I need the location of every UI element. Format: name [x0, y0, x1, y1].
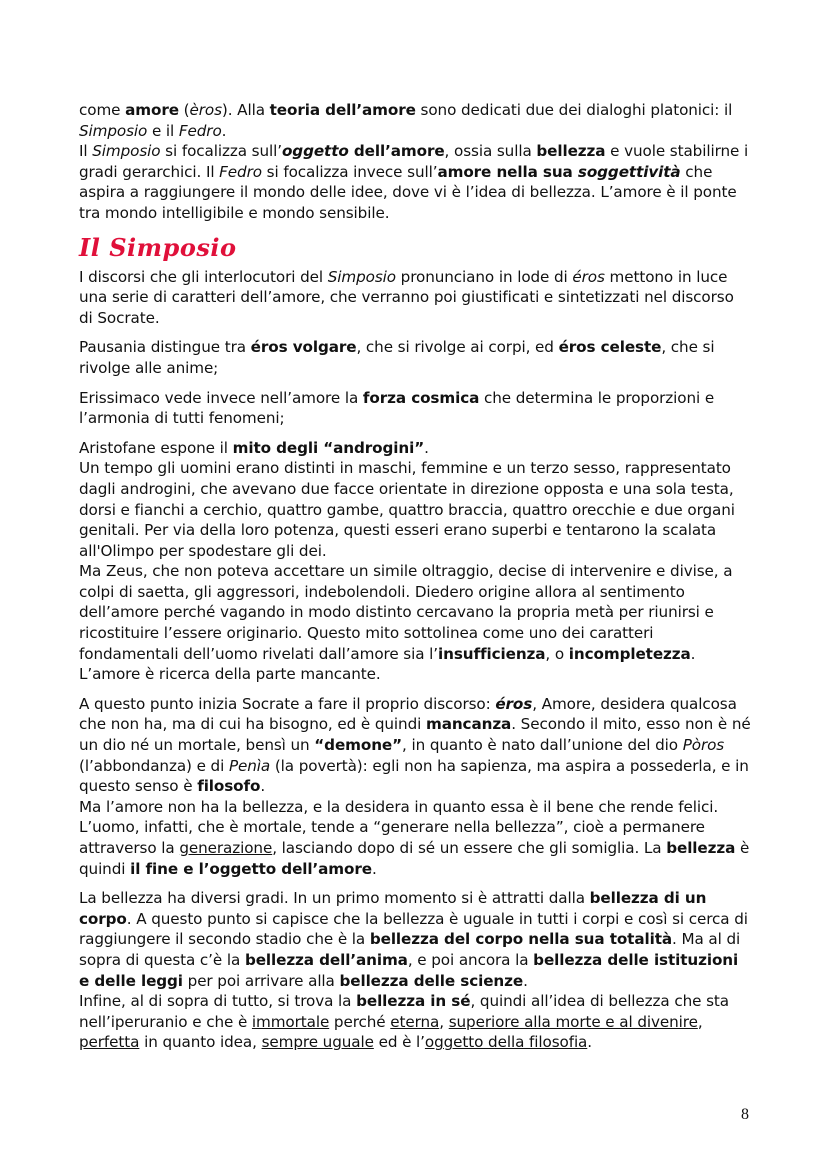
text-run: Simposio	[79, 121, 148, 140]
text-run: generazione	[179, 839, 273, 857]
text-run: . Ma al di sopra di questa c’è la	[79, 930, 741, 969]
text-run: bellezza delle istituzioni e delle leggi	[79, 950, 739, 990]
text-run: sempre uguale	[261, 1033, 374, 1052]
text-run: dell’amore	[348, 142, 445, 161]
text-run: , o	[545, 644, 569, 663]
text-run: e vuole stabilirne i gradi gerarchici. Il	[79, 142, 749, 181]
text-run: bellezza in sé	[356, 992, 471, 1011]
text-run: éros	[495, 694, 533, 713]
text-run: oggetto	[281, 142, 349, 161]
text-run: Ma Zeus, che non poteva accettare un simile oltraggio, decise di intervenire e divise, a colpi di saetta, gli aggressori, indebolendoli. Diedero origine allora al sentimento dell’amore perché vagando in modo distinto cercavano la propria metà per riunirsi e ricostituire l’essere originario. Questo mito sottolinea come uno dei caratteri fondamentali dell’uomo rivelati dall’amore sia l’	[79, 562, 733, 663]
text-run: ,	[439, 1012, 449, 1031]
text-run: .	[371, 859, 377, 878]
text-run: . A questo punto si capisce che la bellezza è uguale in tutti i corpi e così si cerca di raggiungere il secondo stadio che è la	[79, 909, 748, 949]
text-run: come	[79, 101, 126, 119]
text-run: éros celeste	[558, 338, 662, 357]
page-number: 8	[741, 1106, 749, 1123]
text-run: forza cosmica	[362, 388, 480, 407]
text-run: Aristofane espone il	[79, 438, 233, 457]
text-run: (la povertà): egli non ha sapienza, ma aspira a possederla, e in questo senso è	[79, 756, 749, 796]
text-run: insufficienza	[438, 644, 546, 663]
text-run: sono dedicati due dei dialoghi platonici: il	[415, 101, 733, 119]
text-run: Fedro	[178, 121, 222, 140]
text-run: (l’abbondanza) e di	[79, 756, 229, 775]
text-run: che determina le proporzioni e l’armonia di tutti fenomeni;	[79, 388, 715, 428]
text-run: bellezza del corpo nella sua totalità	[369, 930, 673, 949]
text-run: filosofo	[197, 777, 261, 796]
text-run: per poi arrivare alla	[182, 971, 340, 990]
aristofane-paragraph	[79, 438, 751, 685]
text-run: Pòros	[682, 736, 725, 755]
pausania-paragraph	[79, 337, 751, 378]
intro-paragraph	[79, 100, 751, 224]
text-run: .	[587, 1033, 593, 1052]
text-run: Ma l’amore non ha la bellezza, e la desidera in quanto essa è il bene che rende felici. L’uomo, infatti, che è mortale, tende a “generare nella bellezza”, cioè a permanere attraverso la	[79, 797, 719, 857]
text-run: pronunciano in lode di	[395, 267, 573, 286]
text-run: , Amore, desidera qualcosa che non ha, ma di cui ha bisogno, ed è quindi	[79, 694, 737, 734]
text-run: , in quanto è nato dall’unione del dio	[402, 736, 683, 755]
text-run: bellezza	[536, 142, 606, 161]
text-run: amore	[125, 101, 179, 119]
text-run: èros	[189, 101, 222, 119]
text-run: (	[178, 101, 190, 119]
text-run: teoria dell’amore	[269, 101, 416, 119]
erissimaco-paragraph	[79, 388, 751, 429]
text-run: amore nella sua	[437, 162, 578, 181]
text-run: “demone”	[314, 736, 403, 755]
text-run: bellezza	[666, 839, 736, 857]
text-run: soggettività	[577, 162, 681, 181]
text-run: bellezza dell’anima	[244, 950, 408, 969]
text-run: A questo punto inizia Socrate a fare il proprio discorso:	[79, 694, 496, 713]
socrate-paragraph	[79, 694, 751, 879]
text-run: I discorsi che gli interlocutori del	[79, 267, 328, 286]
text-run: in quanto idea,	[139, 1033, 262, 1052]
text-run: Simposio	[92, 142, 161, 161]
text-run: La bellezza ha diversi gradi. In un primo momento si è attratti dalla	[79, 889, 590, 908]
text-run: Pausania distingue tra	[79, 338, 251, 357]
text-run: Penìa	[228, 756, 271, 775]
text-run: è quindi	[79, 839, 750, 878]
text-run: oggetto della filosofia	[424, 1033, 588, 1052]
text-run: e il	[147, 121, 179, 140]
text-run: eterna	[390, 1012, 440, 1031]
text-run: superiore alla morte e al divenire	[448, 1012, 698, 1031]
text-run: perché	[329, 1012, 391, 1031]
gradi-bellezza-paragraph	[79, 888, 751, 1053]
text-run: Simposio	[327, 267, 396, 286]
text-run: .	[523, 971, 528, 990]
text-run: bellezza delle scienze	[339, 971, 524, 990]
text-run: .	[260, 777, 266, 796]
text-run: Erissimaco vede invece nell’amore la	[79, 388, 363, 407]
text-run: ,	[697, 1012, 703, 1031]
text-run: , e poi ancora la	[407, 950, 534, 969]
text-run: . Secondo il mito, esso non è né un dio né un mortale, bensì un	[79, 715, 751, 755]
text-run: Infine, al di sopra di tutto, si trova la	[79, 992, 357, 1011]
text-run: incompletezza	[568, 644, 691, 663]
text-run: bellezza di un corpo	[79, 889, 707, 928]
text-run: si focalizza sull’	[160, 142, 282, 161]
text-run: immortale	[251, 1012, 330, 1031]
text-run: . L’amore è ricerca della parte mancante.	[79, 644, 696, 684]
text-run: , ossia sulla	[444, 142, 537, 161]
text-run: .	[424, 438, 429, 457]
text-run: mettono in luce una serie di caratteri dell’amore, che verranno poi giustificati e sintetizzati nel discorso di Socrate.	[79, 267, 734, 327]
text-run: il fine e l’oggetto dell’amore	[130, 859, 372, 878]
text-run: perfetta	[79, 1033, 140, 1052]
document-page	[79, 100, 751, 1062]
text-run: .	[221, 121, 227, 140]
text-run: che aspira a raggiungere il mondo delle idee, dove vi è l’idea di bellezza. L’amore è il ponte tra mondo intelligibile e mondo sensibile.	[79, 162, 737, 222]
text-run: , che si rivolge ai corpi, ed	[356, 338, 559, 357]
text-run: éros volgare	[250, 338, 357, 357]
text-run: éros	[572, 267, 605, 286]
text-run: Il	[79, 142, 93, 161]
text-run: si focalizza invece sull’	[261, 162, 438, 181]
text-run: ed è l’	[373, 1033, 425, 1052]
section-heading-simposio: Il Simposio	[79, 232, 237, 262]
text-run: Fedro	[219, 162, 262, 181]
text-run: ). Alla	[221, 101, 270, 119]
text-run: Un tempo gli uomini erano distinti in maschi, femmine e un terzo sesso, rappresentato dagli androgini, che avevano due facce orientate in direzione opposta e una sola testa, dorsi e fianchi a cerchio, quattro gambe, quattro braccia, quattro orecchie e due organi genitali. Per via della loro potenza, questi esseri erano superbi e tentarono la scalata all'Olimpo per spodestare gli dei.	[79, 459, 735, 560]
text-run: , quindi all’idea di bellezza che sta nell’iperuranio e che è	[79, 992, 729, 1031]
text-run: mito degli “androgini”	[232, 438, 425, 457]
text-run: , lasciando dopo di sé un essere che gli somiglia. La	[272, 839, 667, 857]
simposio-intro-paragraph	[79, 267, 751, 329]
text-run: , che si rivolge alle anime;	[79, 338, 715, 377]
text-run: mancanza	[425, 715, 512, 734]
